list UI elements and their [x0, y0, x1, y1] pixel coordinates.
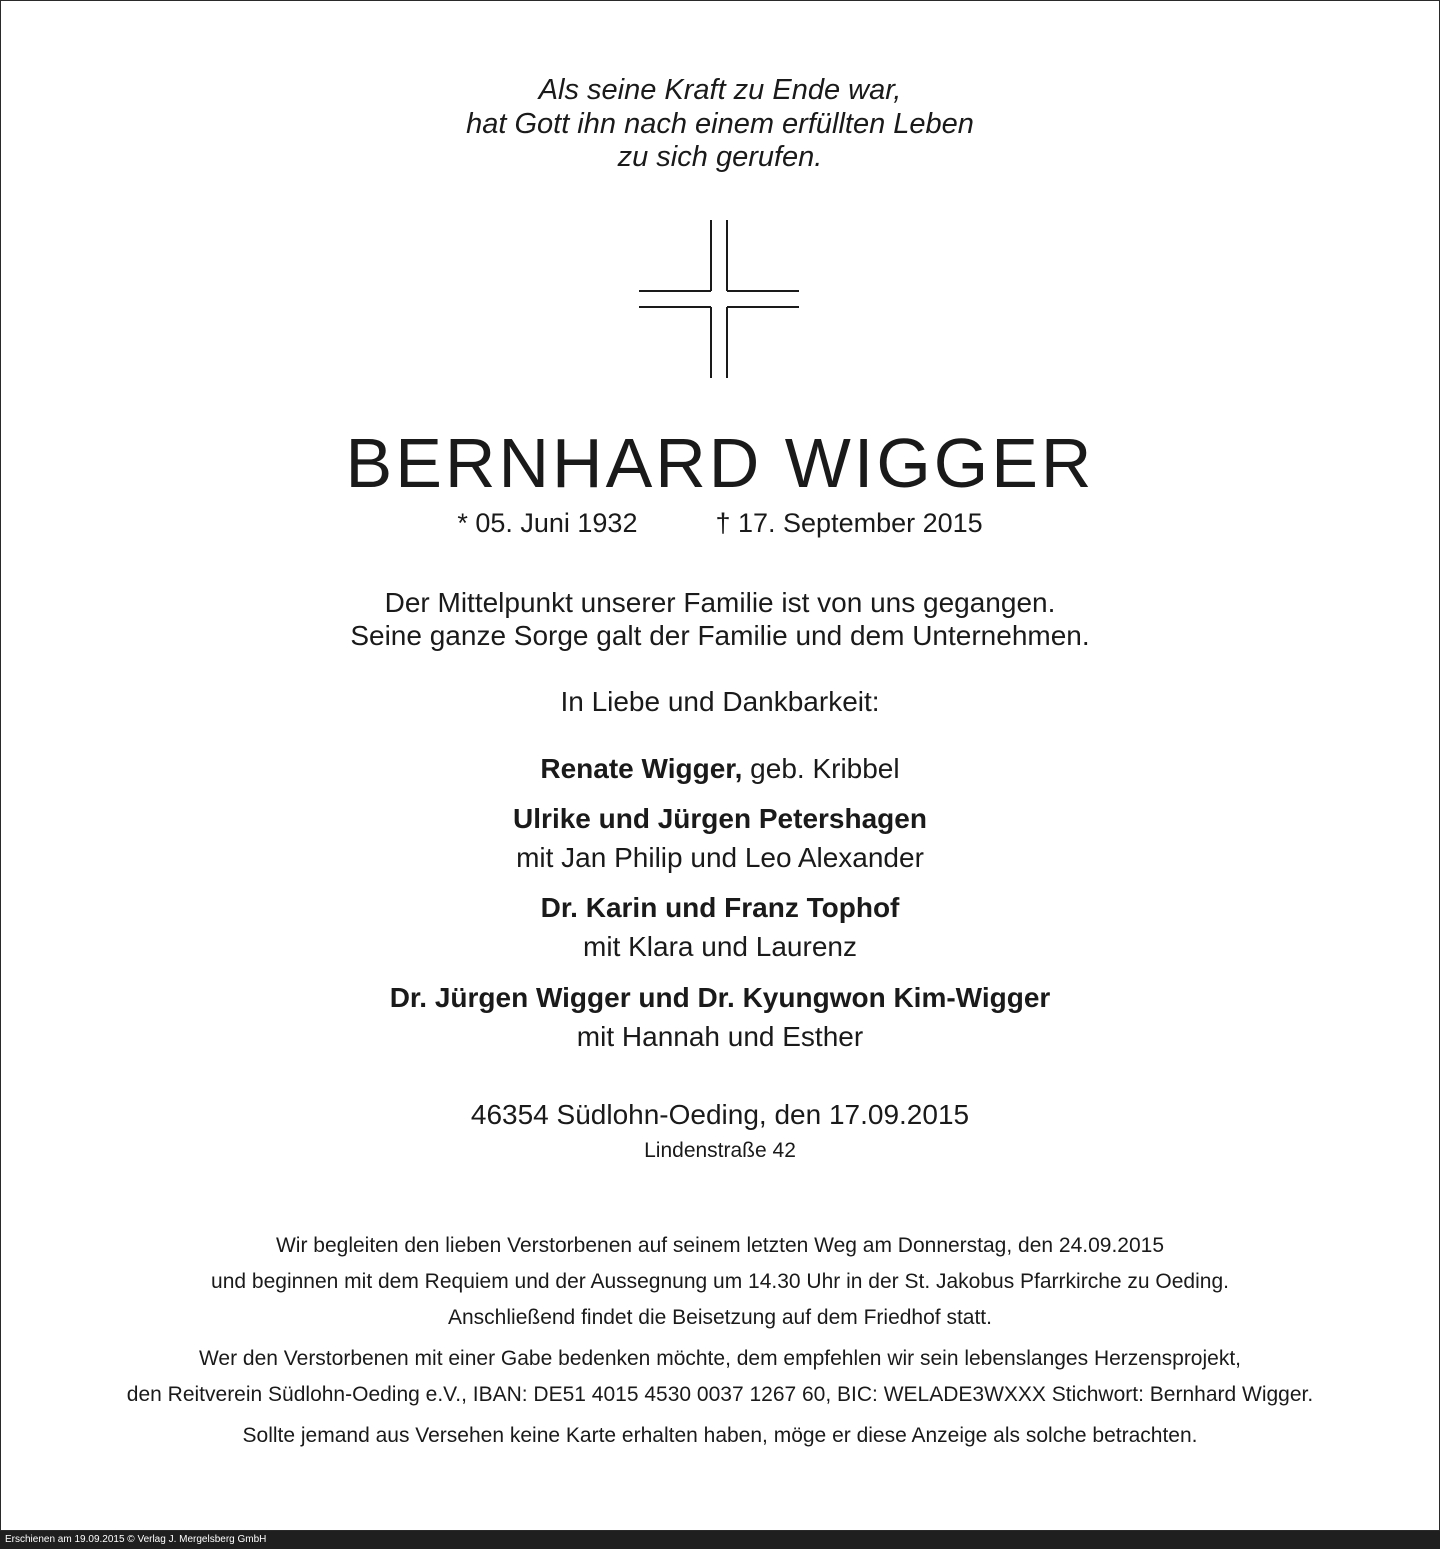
- cross-icon: [0, 0, 1440, 400]
- life-dates: [0, 507, 1440, 539]
- birth-date: * 05. Juni 1932: [457, 508, 638, 538]
- place-date: 46354 Südlohn-Oeding, den 17.09.2015: [470, 1099, 970, 1130]
- mourner-renate: [0, 752, 1440, 785]
- donation-line-2: den Reitverein Südlohn-Oeding e.V., IBAN: DE51 4015 4530 0037 1267 60, BIC: WELADE3WXXX Stichwort: Bernhard Wigger.: [126, 1383, 1314, 1406]
- funeral-line-1: Wir begleiten den lieben Verstorbenen auf seinem letzten Weg am Donnerstag, den 24.09.2015: [275, 1234, 1165, 1257]
- funeral-line-2: und beginnen mit dem Requiem und der Aussegnung um 14.30 Uhr in der St. Jakobus Pfarrkirche zu Oeding.: [211, 1270, 1229, 1293]
- mourner-renate-maiden: geb. Kribbel: [742, 753, 900, 784]
- mourner-juergen-children: mit Hannah und Esther: [576, 1021, 864, 1052]
- card-note: Sollte jemand aus Versehen keine Karte erhalten haben, möge er diese Anzeige als solche betrachten.: [242, 1424, 1198, 1447]
- verse-line-1: Als seine Kraft zu Ende war,: [538, 74, 902, 106]
- mourner-juergen: Dr. Jürgen Wigger und Dr. Kyungwon Kim-Wigger: [389, 982, 1051, 1013]
- mourner-ulrike-children: mit Jan Philip und Leo Alexander: [516, 842, 924, 873]
- tribute-line-2: Seine ganze Sorge galt der Familie und dem Unternehmen.: [350, 620, 1090, 651]
- mourner-renate-name: Renate Wigger,: [540, 753, 743, 784]
- tribute-line-1: Der Mittelpunkt unserer Familie ist von uns gegangen.: [384, 587, 1056, 618]
- publication-footer: Erschienen am 19.09.2015 © Verlag J. Mergelsberg GmbH: [0, 1531, 1440, 1549]
- verse-line-3: zu sich gerufen.: [617, 141, 823, 173]
- donation-line-1: Wer den Verstorbenen mit einer Gabe bedenken möchte, dem empfehlen wir sein lebenslanges Herzensprojekt,: [198, 1347, 1242, 1370]
- mourner-ulrike: Ulrike und Jürgen Petershagen: [513, 803, 927, 834]
- gratitude-line: In Liebe und Dankbarkeit:: [560, 686, 880, 717]
- deceased-name: BERNHARD WIGGER: [345, 424, 1095, 502]
- funeral-line-3: Anschließend findet die Beisetzung auf dem Friedhof statt.: [448, 1306, 992, 1329]
- street-address: Lindenstraße 42: [644, 1139, 796, 1162]
- mourner-karin-children: mit Klara und Laurenz: [583, 931, 857, 962]
- mourner-karin: Dr. Karin und Franz Tophof: [540, 892, 900, 923]
- death-date: † 17. September 2015: [715, 508, 983, 538]
- verse-line-2: hat Gott ihn nach einem erfüllten Leben: [466, 108, 974, 140]
